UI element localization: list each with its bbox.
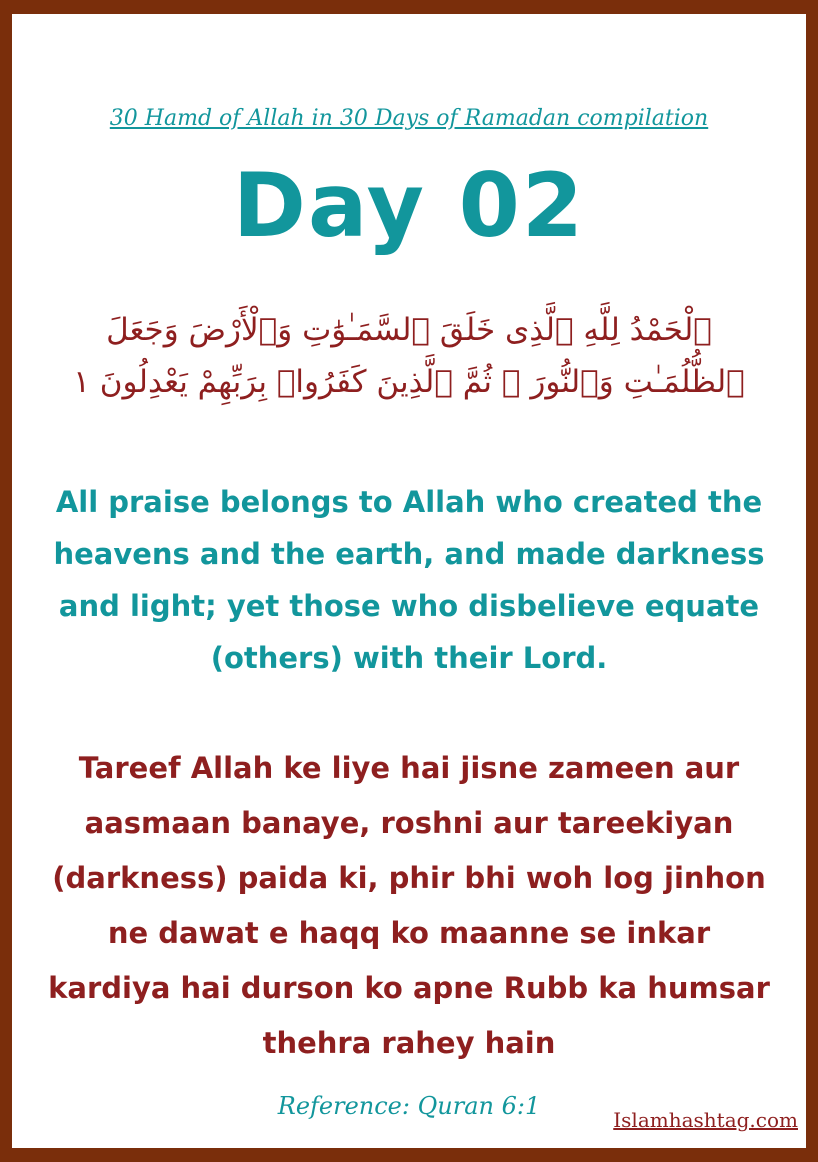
- day-title: Day 02: [232, 154, 586, 257]
- content-card: [12, 14, 806, 1148]
- arabic-verse: ٱلْحَمْدُ لِلَّهِ ٱلَّذِى خَلَقَ ٱلسَّمَـٰوَٰتِ وَٱلْأَرْضَ وَجَعَلَ ٱلظُّلُمَـٰتِ وَٱلنُّورَ ۖ ثُمَّ ٱلَّذِينَ كَفَرُوا۟ بِرَبِّهِمْ يَعْدِلُونَ ١: [73, 312, 745, 400]
- site-link[interactable]: Islamhashtag.com: [613, 1108, 798, 1132]
- english-translation: All praise belongs to Allah who created the heavens and the earth, and made darkness and light; yet those who disbelieve equate (others) with their Lord.: [53, 485, 765, 675]
- roman-urdu-translation: Tareef Allah ke liye hai jisne zameen aur aasmaan banaye, roshni aur tareekiyan (darkness) paida ki, phir bhi woh log jinhon ne dawat e haqq ko maanne se inkar kardiya hai durson ko apne Rubb ka humsar thehra rahey hain: [48, 751, 770, 1060]
- compilation-title[interactable]: 30 Hamd of Allah in 30 Days of Ramadan compilation: [109, 106, 709, 131]
- reference-text: Reference: Quran 6:1: [277, 1092, 541, 1120]
